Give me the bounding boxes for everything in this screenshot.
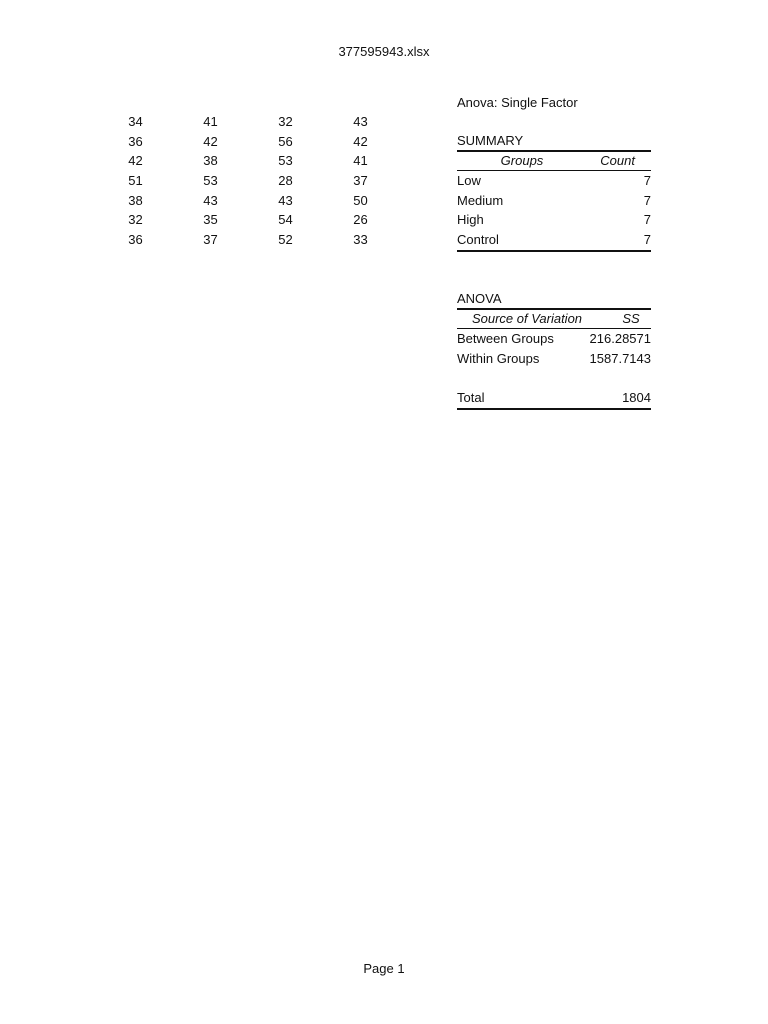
data-cell: 56 (278, 133, 293, 149)
data-cell: 51 (128, 173, 143, 189)
data-cell: 38 (203, 153, 218, 169)
data-row (98, 191, 398, 211)
data-cell: 50 (353, 192, 368, 208)
data-row (98, 230, 398, 250)
raw-data-grid (98, 112, 398, 250)
data-cell: 37 (203, 232, 218, 248)
anova-table-header (457, 308, 651, 329)
data-cell: 32 (278, 114, 293, 129)
source-header: Source of Variation (471, 311, 583, 326)
anova-table-section (457, 289, 651, 410)
spacer-row (457, 368, 651, 388)
anova-row (457, 329, 651, 349)
data-cell: 37 (353, 173, 368, 189)
data-cell: 42 (128, 153, 143, 169)
data-cell: 54 (278, 212, 293, 228)
anova-row (457, 349, 651, 369)
data-cell: 34 (128, 114, 143, 129)
summary-row (457, 210, 651, 230)
summary-table-header (457, 150, 651, 171)
source-name: Within Groups (457, 350, 540, 366)
document-title: 377595943.xlsx (338, 44, 430, 59)
summary-row (457, 171, 651, 191)
data-row (98, 151, 398, 171)
source-name: Between Groups (457, 331, 554, 346)
data-cell: 43 (203, 192, 218, 208)
anova-title: Anova: Single Factor (457, 95, 578, 110)
data-cell: 32 (128, 212, 143, 228)
ss-value: 1587.7143 (589, 350, 651, 366)
total-label: Total (457, 390, 485, 406)
summary-row (457, 191, 651, 211)
data-cell: 38 (128, 192, 143, 208)
data-cell: 53 (203, 173, 218, 189)
total-ss-value: 1804 (622, 390, 651, 406)
data-cell: 41 (353, 153, 368, 169)
data-cell: 42 (203, 133, 218, 149)
group-name: Medium (457, 192, 504, 208)
data-row (98, 112, 398, 132)
group-count: 7 (643, 232, 651, 248)
data-cell: 43 (278, 192, 293, 208)
data-row (98, 132, 398, 152)
summary-row (457, 230, 651, 252)
data-row (98, 171, 398, 191)
group-name: Control (457, 232, 499, 248)
count-header: Count (600, 153, 635, 168)
data-cell: 53 (278, 153, 293, 169)
data-cell: 36 (128, 133, 143, 149)
anova-total-row (457, 388, 651, 410)
data-cell: 41 (203, 114, 218, 129)
ss-header: SS (622, 311, 640, 326)
anova-summary-section (457, 93, 651, 252)
group-count: 7 (643, 173, 651, 188)
data-cell: 35 (203, 212, 218, 228)
groups-header: Groups (500, 153, 544, 168)
data-cell: 33 (353, 232, 368, 248)
data-cell: 43 (353, 114, 368, 129)
page-number: Page 1 (363, 961, 405, 976)
anova-label: ANOVA (457, 291, 502, 306)
data-cell: 26 (353, 212, 368, 228)
group-name: High (457, 212, 484, 228)
group-count: 7 (643, 212, 651, 228)
ss-value: 216.28571 (589, 331, 651, 346)
data-cell: 36 (128, 232, 143, 248)
data-row (98, 210, 398, 230)
group-name: Low (457, 173, 481, 188)
spacer (457, 112, 651, 131)
data-cell: 42 (353, 133, 368, 149)
summary-label: SUMMARY (457, 133, 524, 148)
data-cell: 52 (278, 232, 293, 248)
group-count: 7 (643, 192, 651, 208)
data-cell: 28 (278, 173, 293, 189)
